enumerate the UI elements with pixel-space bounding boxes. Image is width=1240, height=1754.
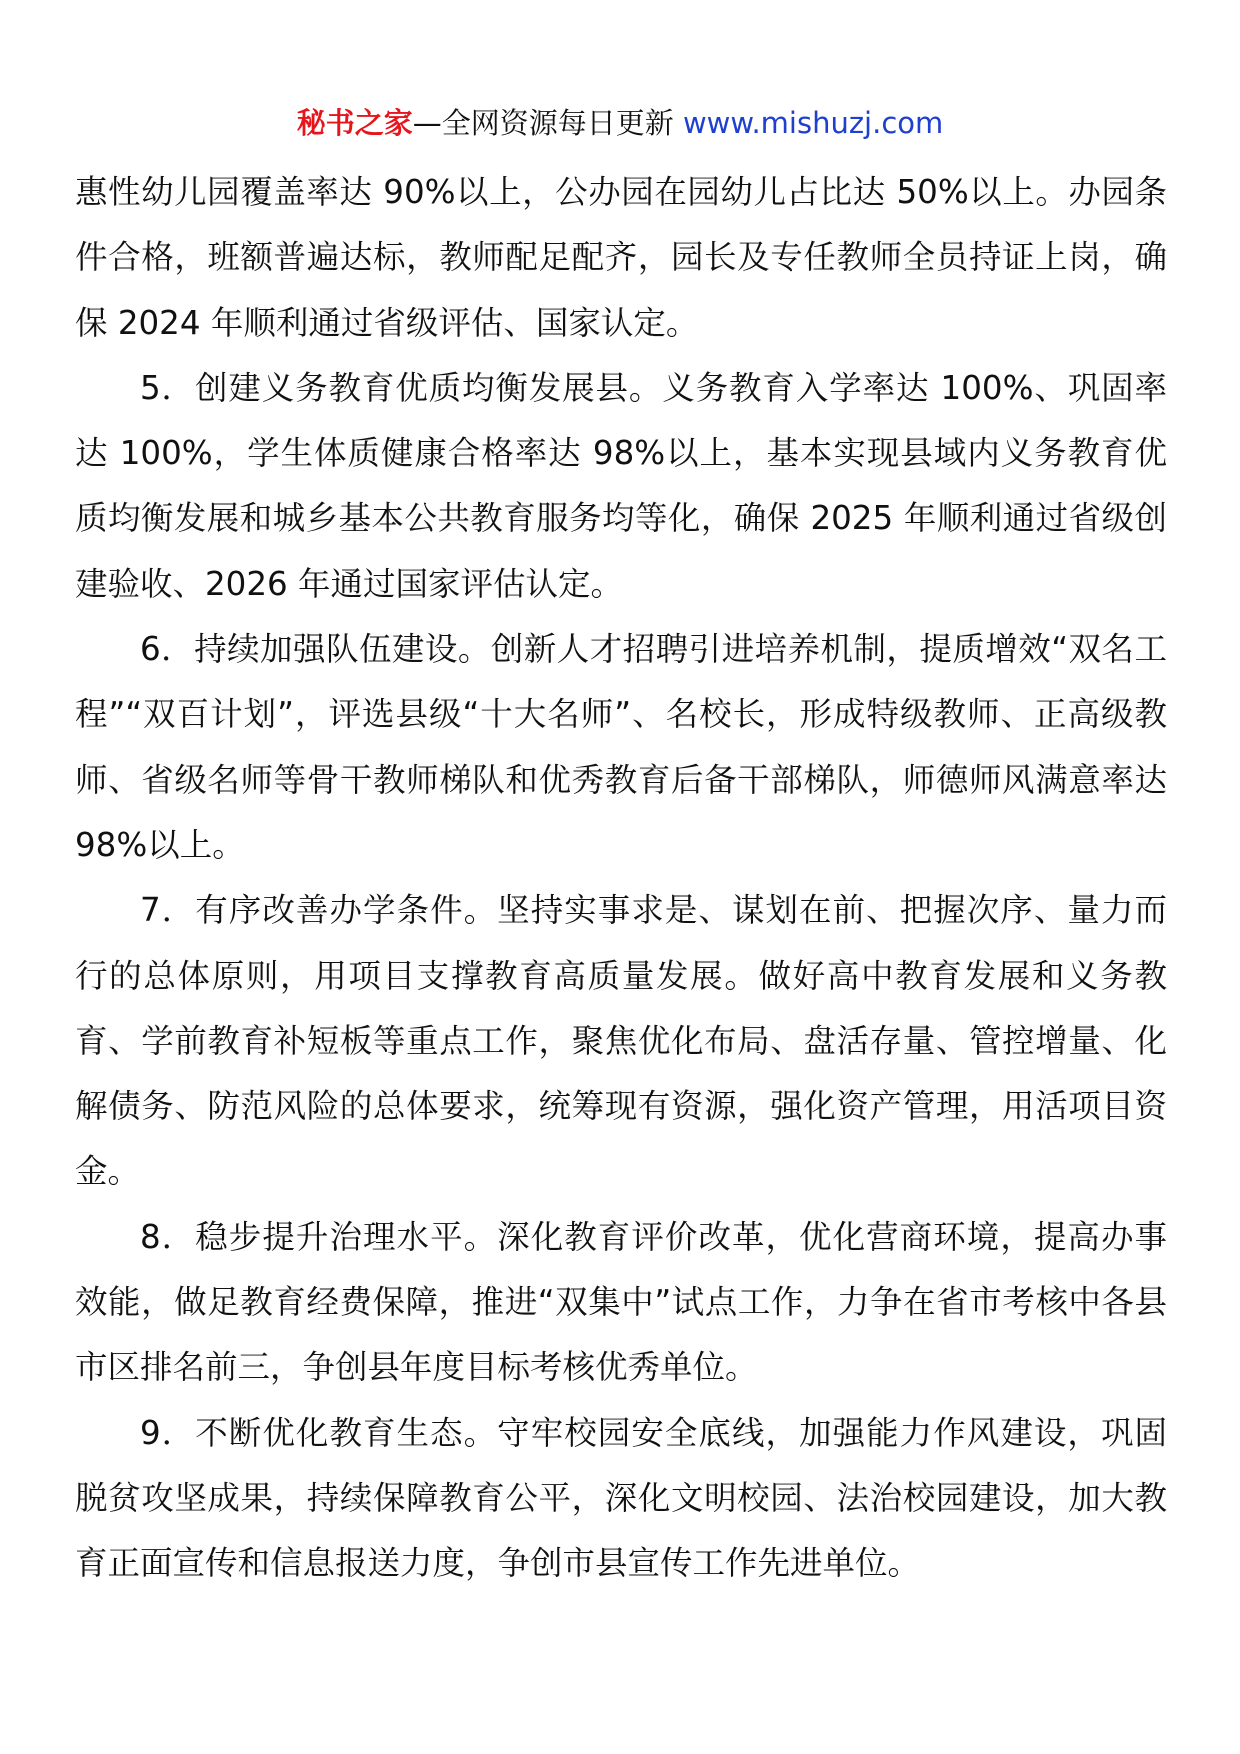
document-body [75,160,1167,1597]
paragraph-item-8: 8．稳步提升治理水平。深化教育评价改革，优化营商环境，提高办事效能，做足教育经费保障，推进“双集中”试点工作，力争在省市考核中各县市区排名前三，争创县年度目标考核优秀单位。 [75,1217,1167,1387]
header-brand: 秘书之家 [296,106,413,140]
header-url-link[interactable]: www.mishuzj.com [682,106,944,140]
paragraph-item-9: 9．不断优化教育生态。守牢校园安全底线，加强能力作风建设，巩固脱贫攻坚成果，持续保障教育公平，深化文明校园、法治校园建设，加大教育正面宣传和信息报送力度，争创市县宣传工作先进单位。 [75,1413,1167,1583]
paragraph-item-7: 7．有序改善办学条件。坚持实事求是、谋划在前、把握次序、量力而行的总体原则，用项目支撑教育高质量发展。做好高中教育发展和义务教育、学前教育补短板等重点工作，聚焦优化布局、盘活存量、管控增量、化解债务、防范风险的总体要求，统筹现有资源，强化资产管理，用活项目资金。 [75,891,1167,1191]
page-header [0,103,1240,143]
paragraph-continued: 惠性幼儿园覆盖率达 90%以上，公办园在园幼儿占比达 50%以上。办园条件合格，班额普遍达标，教师配足配齐，园长及专任教师全员持证上岗，确保 2024 年顺利通过省级评估、国家认定。 [75,173,1167,342]
paragraph-item-5: 5．创建义务教育优质均衡发展县。义务教育入学率达 100%、巩固率达 100%，学生体质健康合格率达 98%以上，基本实现县域内义务教育优质均衡发展和城乡基本公共教育服务均等化，确保 2025 年顺利通过省级创建验收、2026 年通过国家评估认定。 [75,368,1167,603]
header-tagline: —全网资源每日更新 [412,106,683,140]
paragraph-item-6: 6．持续加强队伍建设。创新人才招聘引进培养机制，提质增效“双名工程”“双百计划”，评选县级“十大名师”、名校长，形成特级教师、正高级教师、省级名师等骨干教师梯队和优秀教育后备干部梯队，师德师风满意率达 98%以上。 [75,630,1167,864]
